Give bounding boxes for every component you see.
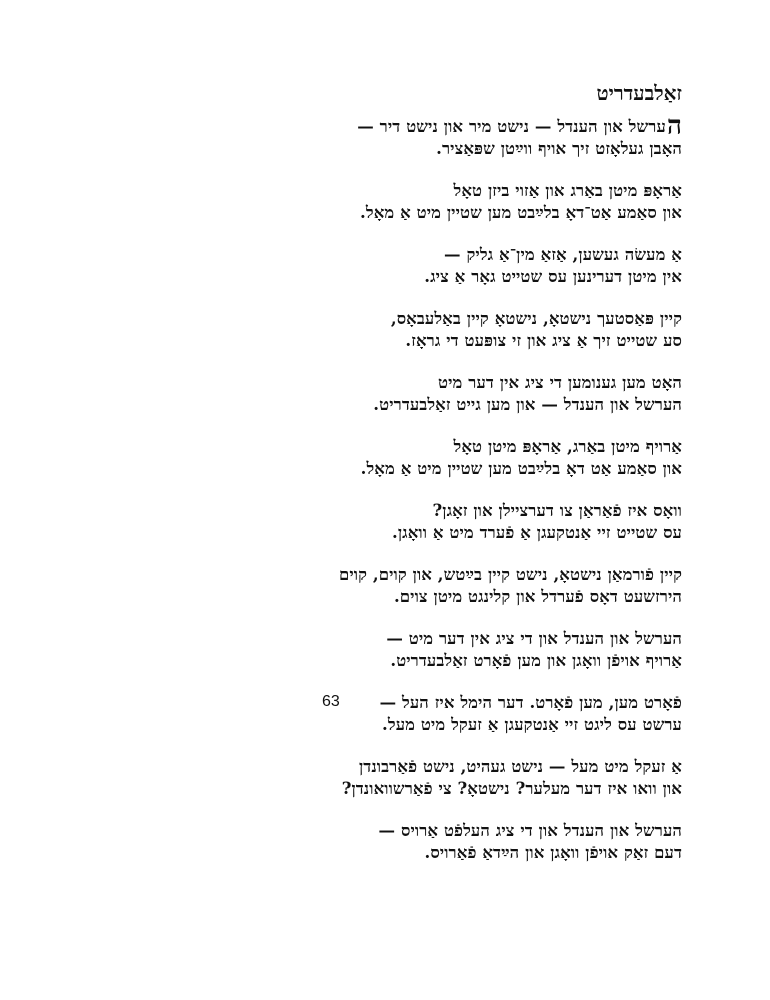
poem-line: סע שטייט זיך אַ ציג און זי צופּעט די גראָז. [405, 331, 682, 350]
poem-line: וואָס איז פֿאַראַן צו דערציילן און זאָגן? [432, 501, 682, 520]
poem-line: האָט מען גענומען די ציג אין דער מיט [438, 373, 682, 392]
poem-line: און סאַמע אַט־דאָ בלײַבט מען שטיין מיט אַ מאָל. [360, 203, 682, 222]
stanza [330, 244, 682, 288]
poem-line: הערשל און הענדל — און מען גייט זאַלבעדריט. [373, 395, 682, 414]
poem-line: אין מיטן דערינען עס שטייט גאָר אַ ציג. [424, 267, 682, 286]
poem-line: הערשל און הענדל און די ציג העלפֿט אַרויס — [378, 821, 682, 840]
poem-line: עס שטייט זיי אַנטקעגן אַ פֿערד מיט אַ וואָגן. [392, 523, 682, 542]
stanza [330, 692, 682, 736]
poem-line: אַ זעקל מיט מעל — נישט געהיט, נישט פֿאַרבונדן [359, 757, 682, 776]
poem-line: אַרויף אויפֿן וואָגן און מען פֿאָרט זאַלבעדריט. [390, 651, 682, 670]
stanza [330, 308, 682, 352]
poem-line: און סאַמע אַט דאָ בלײַבט מען שטיין מיט אַ מאָל. [360, 459, 682, 478]
stanza [330, 500, 682, 544]
poem-line: הערשל און הענדל און די ציג אין דער מיט — [386, 629, 682, 648]
stanza [330, 436, 682, 480]
poem-line: ערשט עס ליגט זיי אַנטקעגן אַ זעקל מיט מעל. [382, 715, 682, 734]
stanza [330, 628, 682, 672]
poem-line: און וואו איז דער מעלער? נישטאָ? צי פֿאַרשוואונדן? [341, 779, 682, 798]
poem-line: קיין פֿורמאַן נישטאָ, נישט קיין בײַטש, און קוים, קוים [338, 565, 682, 584]
poem-line [330, 111, 682, 141]
stanza [330, 564, 682, 608]
stanza [330, 180, 682, 224]
stanza [330, 820, 682, 864]
poem-line: דעם זאַק אויפֿן וואָגן און הײַדאַ פֿאַרויס. [424, 843, 682, 862]
poem-stanzas [330, 111, 682, 884]
poem-line: האָבן געלאָזט זיך אויף ווײַטן שפּאַציר. [436, 139, 682, 158]
poem-line-text: ערשל און הענדל — נישט מיר און נישט דיר — [357, 117, 666, 136]
poem-line: אַראָפּ מיטן באַרג און אַזוי ביזן טאָל [453, 181, 682, 200]
poem-title: זאַלבעדריט [596, 81, 682, 105]
poem-line: אַרויף מיטן באַרג, אַראָפּ מיטן טאָל [453, 437, 682, 456]
drop-cap: ה [666, 111, 682, 141]
poem-line: פֿאָרט מען, מען פֿאָרט. דער הימל איז העל — [379, 693, 682, 712]
poem-line: קיין פּאַסטעך נישטאָ, נישטאָ קיין באַלעבאָס, [390, 309, 682, 328]
stanza [330, 756, 682, 800]
stanza [330, 111, 682, 160]
stanza [330, 372, 682, 416]
page-number: 63 [322, 693, 340, 710]
poem-line: אַ מעשׂה געשען, אַזאַ מין־אַ גליק — [444, 245, 682, 264]
poem-line: הירזשעט דאָס פֿערדל און קלינגט מיטן צוים. [393, 587, 682, 606]
